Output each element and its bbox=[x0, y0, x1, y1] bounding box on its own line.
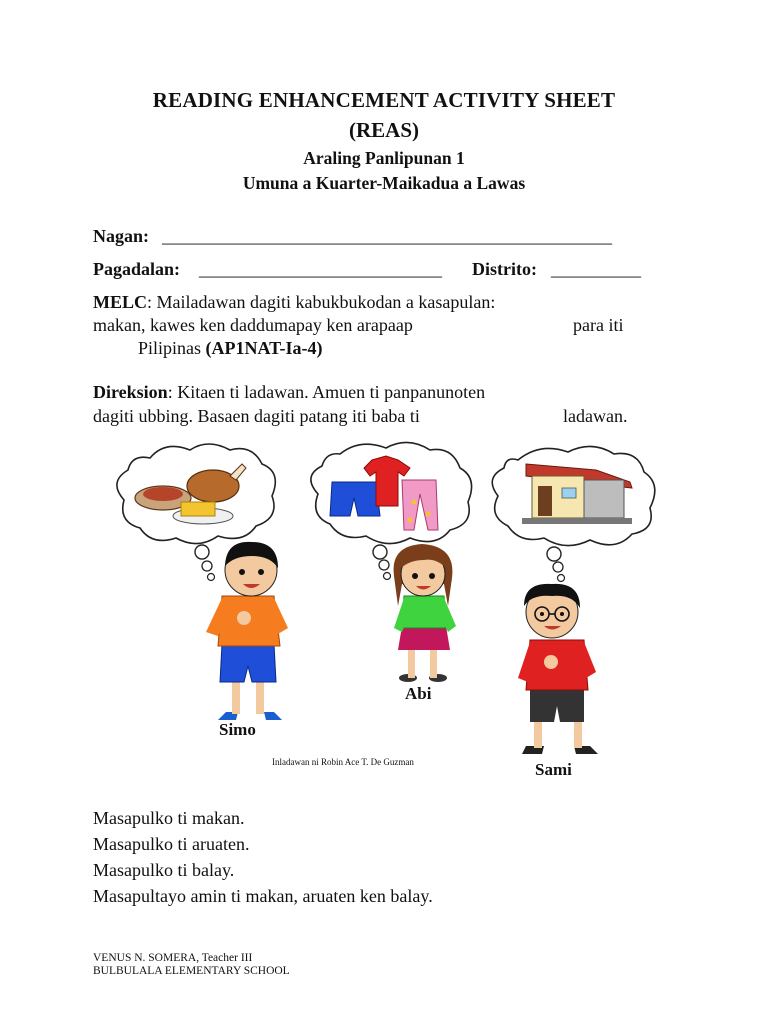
melc-text-3a: Pilipinas bbox=[138, 338, 202, 358]
melc-line-1 bbox=[93, 292, 495, 313]
child-simo bbox=[206, 542, 288, 720]
child-abi bbox=[394, 544, 456, 682]
illustration-credit: Inladawan ni Robin Ace T. De Guzman bbox=[272, 757, 414, 767]
worksheet-title-abbr: (REAS) bbox=[348, 118, 419, 142]
name-label: Nagan: bbox=[93, 226, 150, 246]
sentence-2: Masapulko ti aruaten. bbox=[93, 834, 250, 854]
name-field[interactable]: __________________________________________________ bbox=[162, 226, 612, 246]
district-label: Distrito: bbox=[472, 259, 537, 279]
melc-code: (AP1NAT-Ia-4) bbox=[205, 338, 323, 358]
subject-line: Araling Panlipunan 1 bbox=[303, 148, 465, 168]
direction-text-2a: dagiti ubbing. Basaen dagiti patang iti baba ti bbox=[93, 406, 420, 426]
illustration bbox=[0, 436, 768, 796]
quarter-week-line: Umuna a Kuarter-Maikadua a Lawas bbox=[242, 173, 526, 193]
melc-text-2a: makan, kawes ken daddumapay ken arapaap bbox=[93, 315, 413, 335]
direction-text-2b: ladawan. bbox=[563, 406, 628, 426]
direction-line-1 bbox=[93, 382, 485, 403]
melc-text-1: : Mailadawan dagiti kabukbukodan a kasapulan: bbox=[147, 292, 496, 312]
melc-line-3 bbox=[138, 338, 323, 359]
child-name-simo: Simo bbox=[219, 720, 256, 739]
school-label: Pagadalan: bbox=[93, 259, 181, 279]
child-name-abi: Abi bbox=[405, 684, 432, 703]
sentence-4: Masapultayo amin ti makan, aruaten ken balay. bbox=[93, 886, 433, 906]
footer-teacher: VENUS N. SOMERA, Teacher III bbox=[93, 952, 253, 964]
child-sami bbox=[518, 584, 598, 754]
melc-text-2b: para iti bbox=[573, 315, 624, 335]
thought-bubble-house bbox=[492, 446, 655, 581]
footer-school: BULBULALA ELEMENTARY SCHOOL bbox=[93, 965, 290, 977]
worksheet-title: READING ENHANCEMENT ACTIVITY SHEET bbox=[152, 88, 616, 112]
child-name-sami: Sami bbox=[535, 760, 572, 779]
direction-text-1: : Kitaen ti ladawan. Amuen ti panpanunoten bbox=[167, 382, 486, 402]
sentence-3: Masapulko ti balay. bbox=[93, 860, 235, 880]
sentence-1: Masapulko ti makan. bbox=[93, 808, 245, 828]
school-field[interactable]: ___________________________ bbox=[199, 259, 442, 279]
direction-label: Direksion bbox=[93, 382, 168, 402]
melc-label: MELC bbox=[93, 292, 147, 312]
district-field[interactable]: __________ bbox=[551, 259, 641, 279]
